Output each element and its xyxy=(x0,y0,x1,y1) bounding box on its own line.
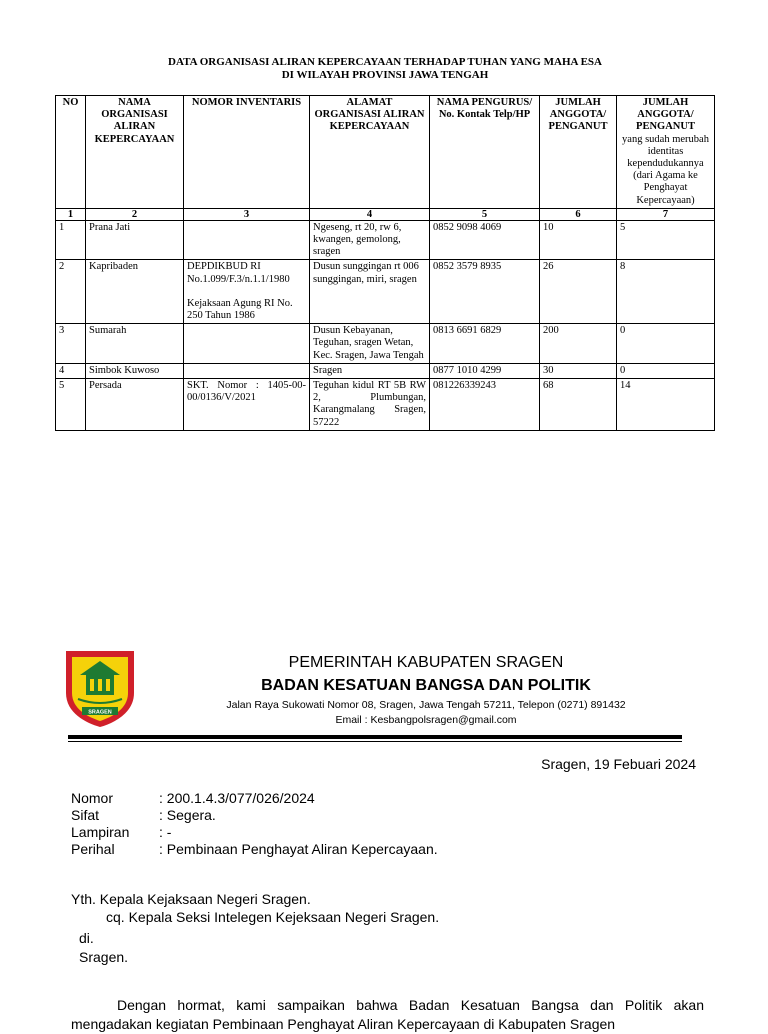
cell-jumlah-berubah: 0 xyxy=(617,324,715,364)
cell-jumlah: 26 xyxy=(540,260,617,324)
meta-row-nomor xyxy=(71,790,671,807)
cell-no: 1 xyxy=(56,220,86,260)
meta-value: : Segera. xyxy=(159,807,216,823)
cell-kontak: 0852 3579 8935 xyxy=(430,260,540,324)
column-number-row xyxy=(56,208,715,220)
cell-kontak: 0813 6691 6829 xyxy=(430,324,540,364)
cell-jumlah: 68 xyxy=(540,379,617,431)
cell-nomor xyxy=(184,379,310,431)
letterhead-divider-thick xyxy=(68,735,682,739)
title-line-1: DATA ORGANISASI ALIRAN KEPERCAYAAN TERHADAP TUHAN YANG MAHA ESA xyxy=(168,56,602,68)
meta-row-perihal xyxy=(71,841,671,858)
meta-key: Lampiran xyxy=(71,824,130,840)
header-nama: NAMA ORGANISASI ALIRAN KEPERCAYAAN xyxy=(86,96,184,209)
cell-kontak: 081226339243 xyxy=(430,379,540,431)
letterhead-email: Email : Kesbangpolsragen@gmail.com xyxy=(335,714,517,726)
table-row xyxy=(56,220,715,260)
column-number: 5 xyxy=(430,208,540,220)
table-row xyxy=(56,363,715,378)
cell-jumlah-berubah: 8 xyxy=(617,260,715,324)
cell-jumlah: 30 xyxy=(540,363,617,378)
cell-jumlah-berubah: 0 xyxy=(617,363,715,378)
column-number: 2 xyxy=(86,208,184,220)
letter-date: Sragen, 19 Febuari 2024 xyxy=(541,756,696,772)
meta-row-sifat xyxy=(71,807,671,824)
header-pengurus: NAMA PENGURUS/ No. Kontak Telp/HP xyxy=(430,96,540,209)
meta-value: : 200.1.4.3/077/026/2024 xyxy=(159,790,315,806)
organization-table xyxy=(55,95,715,431)
table-row xyxy=(56,324,715,364)
cell-no: 2 xyxy=(56,260,86,324)
header-alamat: ALAMAT ORGANISASI ALIRAN KEPERCAYAAN xyxy=(310,96,430,209)
meta-value: : - xyxy=(159,824,172,840)
cell-kontak: 0852 9098 4069 xyxy=(430,220,540,260)
table-row xyxy=(56,260,715,324)
meta-row-lampiran xyxy=(71,824,671,841)
column-number: 1 xyxy=(56,208,86,220)
letterhead-address: Jalan Raya Sukowati Nomor 08, Sragen, Jawa Tengah 57211, Telepon (0271) 891432 xyxy=(226,699,626,711)
column-number: 3 xyxy=(184,208,310,220)
header-jumlah: JUMLAH ANGGOTA/ PENGANUT xyxy=(540,96,617,209)
letter-body: Dengan hormat, kami sampaikan bahwa Badan Kesatuan Bangsa dan Politik akan mengadakan kegiatan Pembinaan Penghayat Aliran Kepercayaan di Kabupaten Sragen xyxy=(71,997,704,1032)
cell-no: 4 xyxy=(56,363,86,378)
header-jumlah-berubah xyxy=(617,96,715,209)
header-nomor: NOMOR INVENTARIS xyxy=(184,96,310,209)
column-number: 6 xyxy=(540,208,617,220)
recipient-line-3: di. xyxy=(79,930,94,946)
letterhead-divider-thin xyxy=(68,741,682,742)
meta-key: Sifat xyxy=(71,807,100,823)
header-jumlah-berubah-note: yang sudah merubah identitas kependudukannya (dari Agama ke Penghayat Kepercayaan) xyxy=(622,133,709,206)
recipient-line-2: cq. Kepala Seksi Intelegen Kejeksaan Negeri Sragen. xyxy=(106,909,440,925)
nomor-extra-text: Kejaksaan Agung RI No. 250 Tahun 1986 xyxy=(187,297,293,322)
sragen-emblem-logo xyxy=(64,649,136,729)
meta-key: Perihal xyxy=(71,841,115,857)
cell-jumlah-berubah: 5 xyxy=(617,220,715,260)
letterhead-agency: BADAN KESATUAN BANGSA DAN POLITIK xyxy=(261,677,591,694)
cell-alamat: Teguhan kidul RT 5B RW 2, Plumbungan, Karangmalang Sragen, 57222 xyxy=(310,379,430,431)
table-body xyxy=(56,220,715,430)
cell-nama: Persada xyxy=(86,379,184,431)
nomor-text: DEPDIKBUD RI No.1.099/F.3/n.1.1/1980 xyxy=(187,261,290,285)
cell-kontak: 0877 1010 4299 xyxy=(430,363,540,378)
cell-nomor xyxy=(184,220,310,260)
document-title xyxy=(56,56,714,82)
cell-nama: Simbok Kuwoso xyxy=(86,363,184,378)
cell-jumlah: 10 xyxy=(540,220,617,260)
cell-nama: Prana Jati xyxy=(86,220,184,260)
table-header-row xyxy=(56,96,715,209)
cell-nama: Sumarah xyxy=(86,324,184,364)
header-jumlah-berubah-title: JUMLAH ANGGOTA/ PENGANUT xyxy=(636,97,695,133)
cell-jumlah: 200 xyxy=(540,324,617,364)
column-number: 4 xyxy=(310,208,430,220)
letterhead-government: PEMERINTAH KABUPATEN SRAGEN xyxy=(288,654,564,671)
title-line-2: DI WILAYAH PROVINSI JAWA TENGAH xyxy=(281,69,489,81)
cell-nama: Kapribaden xyxy=(86,260,184,324)
column-number: 7 xyxy=(617,208,715,220)
meta-value: : Pembinaan Penghayat Aliran Kepercayaan. xyxy=(159,841,438,857)
cell-no: 3 xyxy=(56,324,86,364)
cell-alamat: Sragen xyxy=(310,363,430,378)
recipient-line-1: Yth. Kepala Kejaksaan Negeri Sragen. xyxy=(71,891,311,907)
emblem-text: SRAGEN xyxy=(88,709,112,716)
table-row xyxy=(56,379,715,431)
cell-alamat: Ngeseng, rt 20, rw 6, kwangen, gemolong, sragen xyxy=(310,220,430,260)
cell-nomor xyxy=(184,260,310,324)
cell-no: 5 xyxy=(56,379,86,431)
header-no: NO xyxy=(56,96,86,209)
cell-jumlah-berubah: 14 xyxy=(617,379,715,431)
cell-nomor xyxy=(184,324,310,364)
cell-alamat: Dusun sunggingan rt 006 sunggingan, miri, sragen xyxy=(310,260,430,324)
recipient-line-4: Sragen. xyxy=(79,949,129,965)
cell-nomor xyxy=(184,363,310,378)
meta-key: Nomor xyxy=(71,790,114,806)
nomor-text: SKT. Nomor : 1405-00-00/0136/V/2021 xyxy=(187,380,306,404)
cell-alamat: Dusun Kebayanan, Teguhan, sragen Wetan, Kec. Sragen, Jawa Tengah xyxy=(310,324,430,364)
